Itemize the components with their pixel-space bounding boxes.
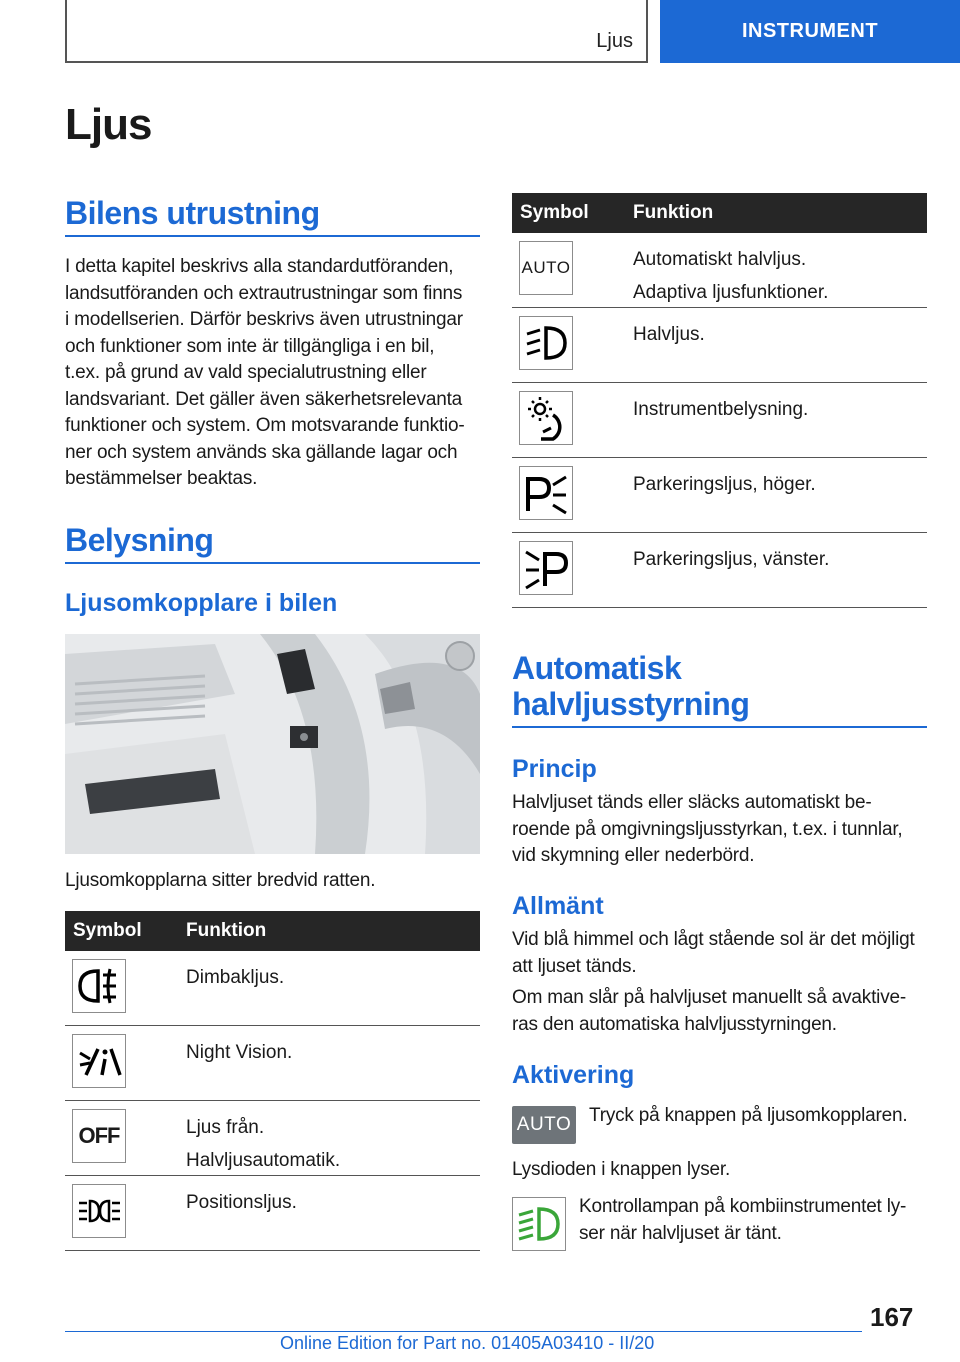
symbol-table-right [512, 193, 927, 608]
table-row: Instrumentbelysning. [512, 383, 927, 458]
princip-text: Halvljuset tänds eller släcks automatiskt be- roende på omgivningsljusstyrkan, t.ex. i tunnlar, vid skymning eller nederbörd. [512, 792, 903, 866]
lysdiod-text: Lysdioden i knappen lyser. [512, 1159, 731, 1180]
col-funktion: Funktion [186, 920, 267, 941]
position-light-icon [72, 1184, 126, 1238]
allmant-text-2: Om man slår på halvljuset manuellt så avaktive- ras den automatiska halvljusstyrningen. [512, 987, 906, 1035]
auto-icon: AUTO [519, 241, 573, 295]
parking-light-right-icon [519, 466, 573, 520]
footer-edition: Online Edition for Part no. 01405A03410 - II/20 [280, 1333, 655, 1353]
cockpit-photo [65, 634, 480, 854]
table-row: Halvljus. [512, 308, 927, 383]
table-row: Dimbakljus. [65, 951, 480, 1026]
table-header [65, 911, 480, 951]
heading-aktivering: Aktivering [512, 1061, 635, 1089]
table-header [512, 193, 927, 233]
bilens-utrustning-text: I detta kapitel beskrivs alla standardutföranden, landsutföranden och extrautrustningar som finns i modellserien. Därför beskrivs även utrustningar och funktioner som inte är tillgängliga i en bil, t.ex. på grund av vald specialutrustning eller landsvariant. Det gäller även säkerhetsrelevanta funktioner och system. Om motsvarande funktio- ner och system används ska gällande lagar och bestämmelser beaktas. [65, 256, 465, 489]
lights-off-icon: OFF [72, 1109, 126, 1163]
col-symbol: Symbol [520, 202, 589, 223]
heading-automatisk-halvljusstyrning: Automatisk halvljusstyrning [512, 650, 927, 728]
fog-light-icon [72, 959, 126, 1013]
heading-bilens-utrustning: Bilens utrustning [65, 195, 480, 237]
symbol-table-left [65, 911, 480, 1251]
table-row: AUTO Automatiskt halvljus. Adaptiva ljusfunktioner. [512, 233, 927, 308]
page-title: Ljus [65, 100, 152, 149]
table-row: OFF Ljus från. Halvljusautomatik. [65, 1101, 480, 1176]
table-row: Positionsljus. [65, 1176, 480, 1251]
page-number: 167 [870, 1302, 914, 1332]
low-beam-icon [519, 316, 573, 370]
heading-princip: Princip [512, 755, 597, 783]
allmant-text-1: Vid blå himmel och lågt stående sol är det möjligt att ljuset tänds. [512, 929, 915, 977]
header-frame [65, 0, 648, 63]
heading-ljusomkopplare: Ljusomkopplare i bilen [65, 589, 338, 617]
footer-divider [65, 1331, 862, 1332]
header-chapter-tab[interactable]: INSTRUMENT [660, 0, 960, 63]
table-row: Night Vision. [65, 1026, 480, 1101]
night-vision-icon [72, 1034, 126, 1088]
aktivering-text: Tryck på knappen på ljusomkopplaren. [589, 1105, 908, 1126]
kontroll-text: Kontrollampan på kombiinstrumentet ly- ser när halvljuset är tänt. [579, 1196, 907, 1244]
low-beam-indicator-icon [512, 1197, 566, 1251]
photo-caption: Ljusomkopplarna sitter bredvid ratten. [65, 870, 376, 891]
heading-allmant: Allmänt [512, 892, 604, 920]
col-symbol: Symbol [73, 920, 142, 941]
parking-light-left-icon [519, 541, 573, 595]
table-row: Parkeringsljus, vänster. [512, 533, 927, 608]
instrument-lighting-icon [519, 391, 573, 445]
auto-button-icon: AUTO [512, 1106, 576, 1144]
table-row: Parkeringsljus, höger. [512, 458, 927, 533]
col-funktion: Funktion [633, 202, 714, 223]
header-section: Ljus [596, 30, 633, 52]
heading-belysning: Belysning [65, 522, 480, 564]
